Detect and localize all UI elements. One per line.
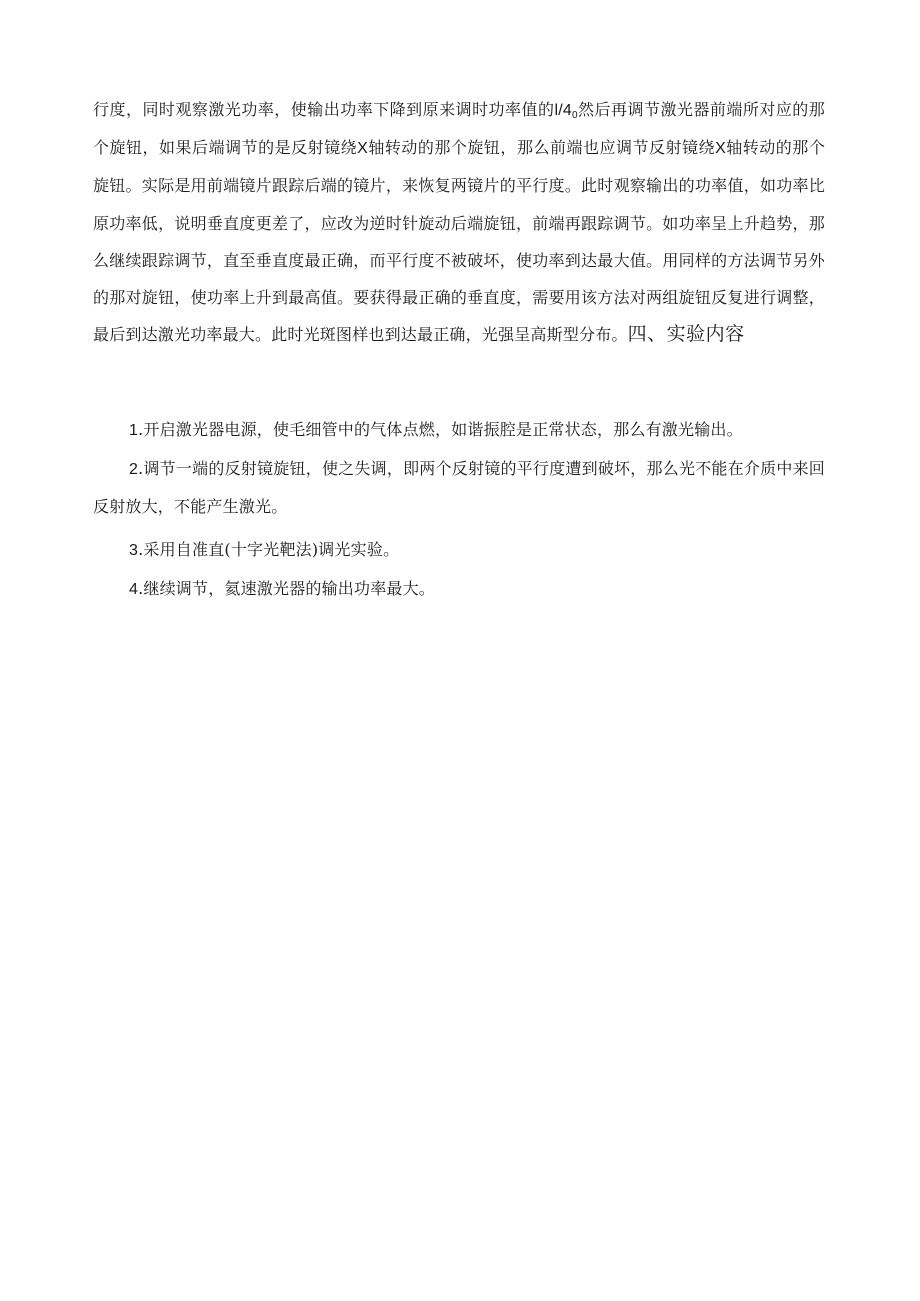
paragraph-text-4: 轴转动的那个旋钮。实际是用前端镜片跟踪后端的镜片，来恢复两镜片的平行度。此时观察输出的功率值，如功率比原功率低，说明垂直度更差了，应改为逆时针旋动后端旋钮，前端再跟踪调节。如功率呈上升趋势，那么继续跟踪调节，直至垂直度最正确，而平行度不被破坏，使功率到达最大值。用同样的方法调节另外的那对旋钮，使功率上升到最高值。要获得最正确的垂直度，需要用该方法对两组旋钮反复进行调整，最后到达激光功率最大。此时光斑图样也到达最正确，光强呈高斯型分布。 [93, 138, 826, 345]
list-item-number: 3 [129, 542, 139, 559]
axis-label-x-2: X [715, 140, 726, 158]
list-item [93, 570, 825, 608]
paragraph-text-2: 然后再调节激光器前端所对应的那个旋钮，如果后端调节的是反射镜绕 [93, 100, 825, 158]
axis-label-x: X [357, 140, 369, 158]
list-item-text: .开启激光器电源，使毛细管中的气体点燃，如谐振腔是正常状态，那么有激光输出。 [138, 420, 743, 439]
fraction-value [555, 102, 578, 119]
fraction-main: l/4 [554, 102, 572, 119]
list-item [93, 450, 825, 525]
list-item-number: 1 [129, 422, 139, 439]
fraction-subscript: 0 [572, 110, 578, 121]
list-item-number: 4 [129, 581, 139, 598]
list-item-text: .采用自准直(十字光靶法)调光实验。 [138, 540, 400, 559]
body-paragraph [93, 91, 825, 353]
list-item-number: 2 [129, 461, 139, 478]
paragraph-text-1: 行度，同时观察激光功率，使输出功率下降到原来调时功率值的 [93, 100, 555, 119]
section-heading: 四、实验内容 [627, 323, 745, 346]
list-item-text: .继续调节，氦速激光器的输出功率最大。 [138, 579, 435, 598]
list-item [93, 411, 825, 449]
list-item [93, 531, 825, 569]
list-item-text: .调节一端的反射镜旋钮，使之失调，即两个反射镜的平行度遭到破坏，那么光不能在介质中来回反射放大，不能产生激光。 [93, 459, 825, 517]
paragraph-text-3: 轴转动的那个旋钮，那么前端也应调节反射镜绕 [368, 138, 716, 158]
